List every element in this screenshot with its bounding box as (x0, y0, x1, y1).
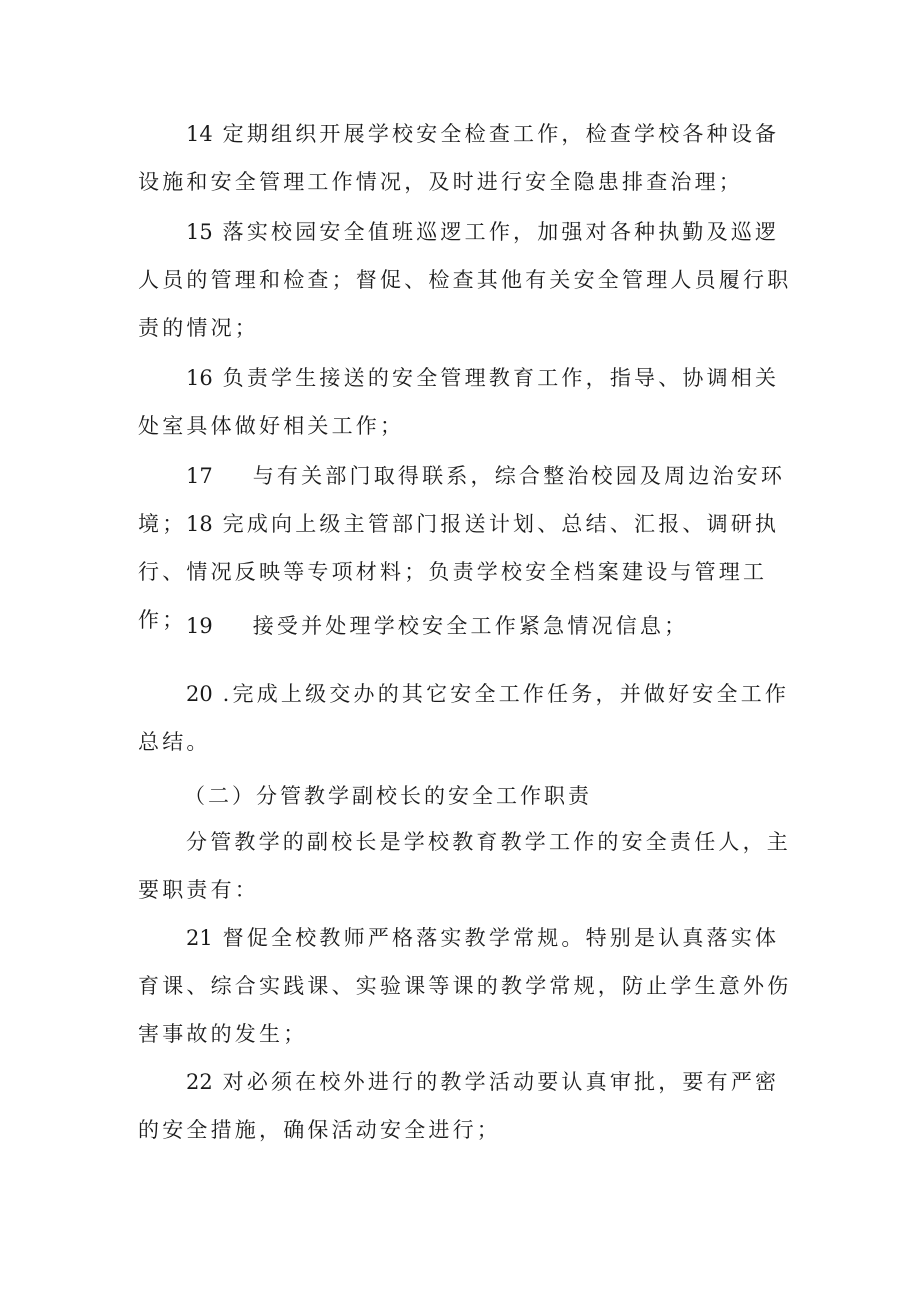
item-number: 15 (186, 220, 213, 244)
item-text: 督促全校教师严格落实教学常规。特别是认真落实体育课、综合实践课、实验课等课的教学常规，防止学生意外伤害事故的发生； (138, 926, 792, 1046)
item-number: 22 (186, 1070, 213, 1094)
item-number: 14 (186, 122, 213, 146)
section-heading: （二）分管教学副校长的安全工作职责 (184, 784, 592, 808)
item-number: 21 (186, 926, 213, 950)
item-text: 负责学生接送的安全管理教育工作，指导、协调相关处室具体做好相关工作； (138, 366, 780, 438)
item-text: 对必须在校外进行的教学活动要认真审批，要有严密的安全措施，确保活动安全进行； (138, 1070, 780, 1142)
item-text: 接受并处理学校安全工作紧急情况信息； (252, 614, 689, 638)
item-19 (138, 602, 798, 650)
item-number: 17 (186, 464, 213, 488)
item-number: 20 (186, 682, 213, 706)
item-22 (138, 1058, 798, 1154)
item-21 (138, 914, 798, 1058)
item-16 (138, 354, 798, 450)
item-text: 定期组织开展学校安全检查工作，检查学校各种设备设施和安全管理工作情况，及时进行安全隐患排查治理； (138, 122, 780, 194)
item-number: 18 (186, 512, 213, 536)
item-text: 落实校园安全值班巡逻工作，加强对各种执勤及巡逻人员的管理和检查；督促、检查其他有关安全管理人员履行职责的情况； (138, 220, 792, 340)
item-text: .完成上级交办的其它安全工作任务，并做好安全工作总结。 (138, 682, 790, 754)
section-intro: 分管教学的副校长是学校教育教学工作的安全责任人，主要职责有： (138, 830, 791, 902)
item-text: 与有关部门取得联系，综合整治校园及周边治安环境； (138, 464, 786, 536)
item-14 (138, 110, 798, 206)
item-20 (138, 670, 798, 766)
item-text: 完成向上级主管部门报送计划、总结、汇报、调研执行、情况反映等专项材料；负责学校安全档案建设与管理工作； (138, 512, 780, 632)
item-number: 16 (186, 366, 213, 390)
item-number: 19 (186, 614, 213, 638)
item-15 (138, 208, 798, 352)
